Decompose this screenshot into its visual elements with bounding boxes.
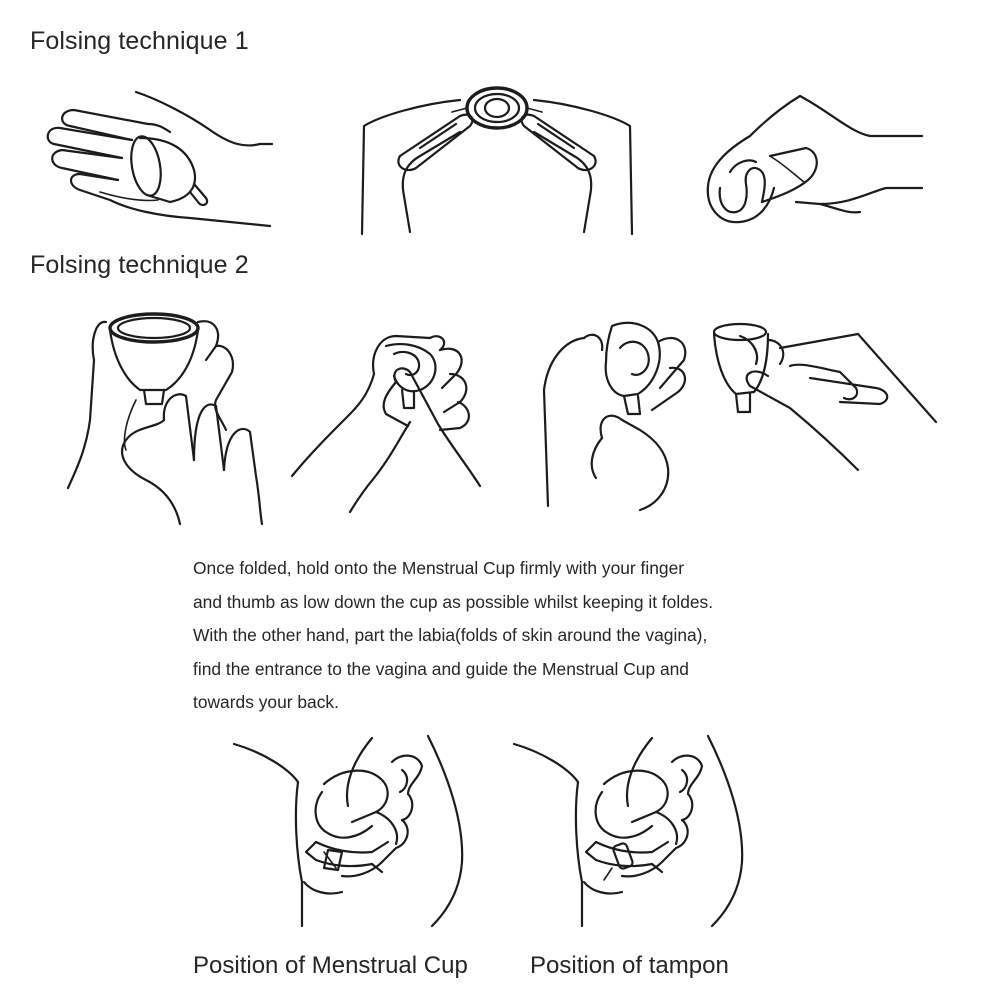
tampon-position-caption: Position of tampon [530, 952, 729, 979]
finger-push-down-rim-icon [290, 314, 486, 514]
instruction-line: With the other hand, part the labia(folds of skin around the vagina), [193, 625, 708, 645]
instruction-line: Once folded, hold onto the Menstrual Cup firmly with your finger [193, 558, 685, 578]
hand-c-fold-cup-icon [700, 92, 926, 234]
menstrual-cup-position-caption: Position of Menstrual Cup [193, 952, 468, 979]
technique-1-heading: Folsing technique 1 [30, 27, 249, 55]
hand-holding-open-cup-icon [66, 300, 266, 526]
instruction-line: towards your back. [193, 692, 339, 712]
technique-2-heading: Folsing technique 2 [30, 251, 249, 279]
two-hands-squeeze-cup-icon [360, 86, 634, 236]
instruction-line: and thumb as low down the cup as possible whilst keeping it foldes. [193, 591, 714, 612]
hand-holding-cup-icon [40, 88, 280, 234]
insertion-instructions [193, 552, 843, 720]
punch-down-fold-cup-icon [540, 318, 946, 518]
tampon-position-diagram-icon [512, 732, 750, 928]
menstrual-cup-position-diagram-icon [232, 732, 470, 928]
instruction-line: find the entrance to the vagina and guide the Menstrual Cup and [193, 658, 689, 679]
